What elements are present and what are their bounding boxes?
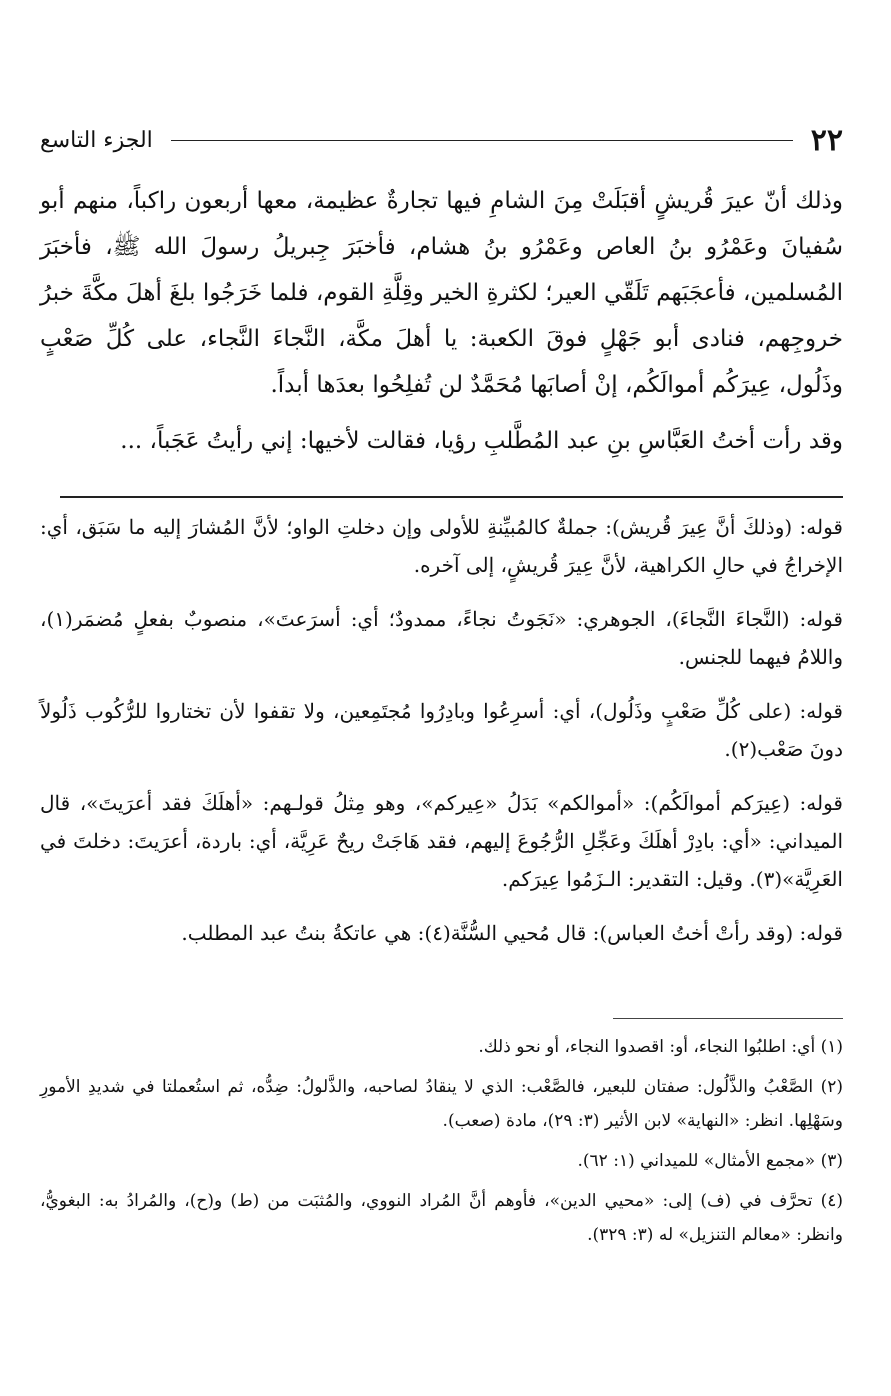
commentary-paragraph-2: قوله: (النَّجاءَ النَّجاءَ)، الجوهري: «نَجَوتُ نجاءً، ممدودٌ؛ أي: أسرَعتَ»، منصوبٌ بفعلٍ مُضمَر(١)، واللامُ فيهما للجنس.	[40, 607, 843, 669]
main-paragraph-2: وقد رأت أختُ العَبَّاسِ بنِ عبد المُطَّلبِ رؤيا، فقالت لأخيها: إني رأيتُ عَجَباً، ...	[120, 428, 843, 454]
footnote-1: (١) أي: اطلبُوا النجاء، أو: اقصدوا النجاء، أو نحو ذلك.	[478, 1037, 843, 1057]
main-text-divider	[60, 496, 843, 498]
main-paragraph-1: وذلك أنّ عيرَ قُريشٍ أقبَلَتْ مِنَ الشامِ فيها تجارةٌ عظيمة، معها أربعون راكباً، منهم أبو سُفيانَ وعَمْرُو بنُ العاص وعَمْرُو بنُ هشام، فأخبَرَ جِبريلُ رسولَ الله ﷺ، فأخبَرَ المُسلمين، فأعجَبَهم تَلَقّي العير؛ لكثرةِ الخير وقِلَّةِ القوم، فلما خَرَجُوا بلغَ أهلَ مكَّةَ خبرُ خروجِهم، فنادى أبو جَهْلٍ فوقَ الكعبة: يا أهلَ مكَّة، النَّجاءَ النَّجاء، على كُلِّ صَعْبٍ وذَلُول، عِيرَكُم أموالَكُم، إنْ أصابَها مُحَمَّدٌ لن تُفلِحُوا بعدَها أبداً.	[40, 188, 843, 398]
running-title: الجزء التاسع	[40, 127, 153, 153]
page-header	[40, 118, 843, 162]
commentary-paragraph-3: قوله: (على كُلِّ صَعْبٍ وذَلُول)، أي: أسرِعُوا وبادِرُوا مُجتَمِعين، ولا تقفوا لأن تختاروا للرُّكُوب ذَلُولاً دونَ صَعْب(٢).	[40, 699, 843, 761]
footnotes	[40, 1030, 843, 1258]
commentary-paragraph-4: قوله: (عِيرَكم أموالَكُم): «أموالكم» بَدَلُ «عِيركم»، وهو مِثلُ قولـهم: «أهلَكَ فقد أعرَيتَ»، قال الميداني: «أي: بادِرْ أهلَكَ وعَجِّلِ الرُّجُوعَ إليهم، فقد هَاجَتْ ريحٌ عَرِيَّة، أي: باردة، أعرَيتَ: دخلتَ في العَرِيَّة»(٣). وقيل: التقدير: الـزَمُوا عِيرَكم.	[40, 791, 843, 891]
header-rule	[171, 140, 793, 141]
footnote-2: (٢) الصَّعْبُ والذَّلُول: صفتان للبعير، فالصَّعْب: الذي لا ينقادُ لصاحبه، والذَّلولُ: ضِدُّه، ثم استُعملتا في شديدِ الأمورِ وسَهْلِها. انظر: «النهاية» لابن الأثير (٣: ٢٩)، مادة (صعب).	[40, 1077, 843, 1131]
footnote-3: (٣) «مجمع الأمثال» للميداني (١: ٦٢).	[577, 1151, 843, 1171]
footnote-divider	[613, 1018, 843, 1019]
commentary-paragraph-5: قوله: (وقد رأتْ أختُ العباس): قال مُحيي السُّنَّة(٤): هي عاتكةُ بنتُ عبد المطلب.	[181, 921, 843, 945]
footnote-4: (٤) تحرَّف في (ف) إلى: «محيي الدين»، فأوهم أنَّ المُراد النووي، والمُثبَت من (ط) و(ح)، والمُرادُ به: البغويُّ، وانظر: «معالم التنزيل» له (٣: ٣٢٩).	[40, 1191, 843, 1245]
page-number: ٢٢	[810, 122, 843, 158]
commentary	[40, 508, 843, 968]
main-text	[40, 178, 843, 464]
commentary-paragraph-1: قوله: (وذلكَ أنَّ عِيرَ قُريش): جملةٌ كالمُبيِّنةِ للأولى وإن دخلتِ الواو؛ لأنَّ المُشارَ إليه ما سَبَق، أي: الإخراجُ في حالِ الكراهية، لأنَّ عِيرَ قُريشٍ، إلى آخره.	[40, 515, 843, 577]
